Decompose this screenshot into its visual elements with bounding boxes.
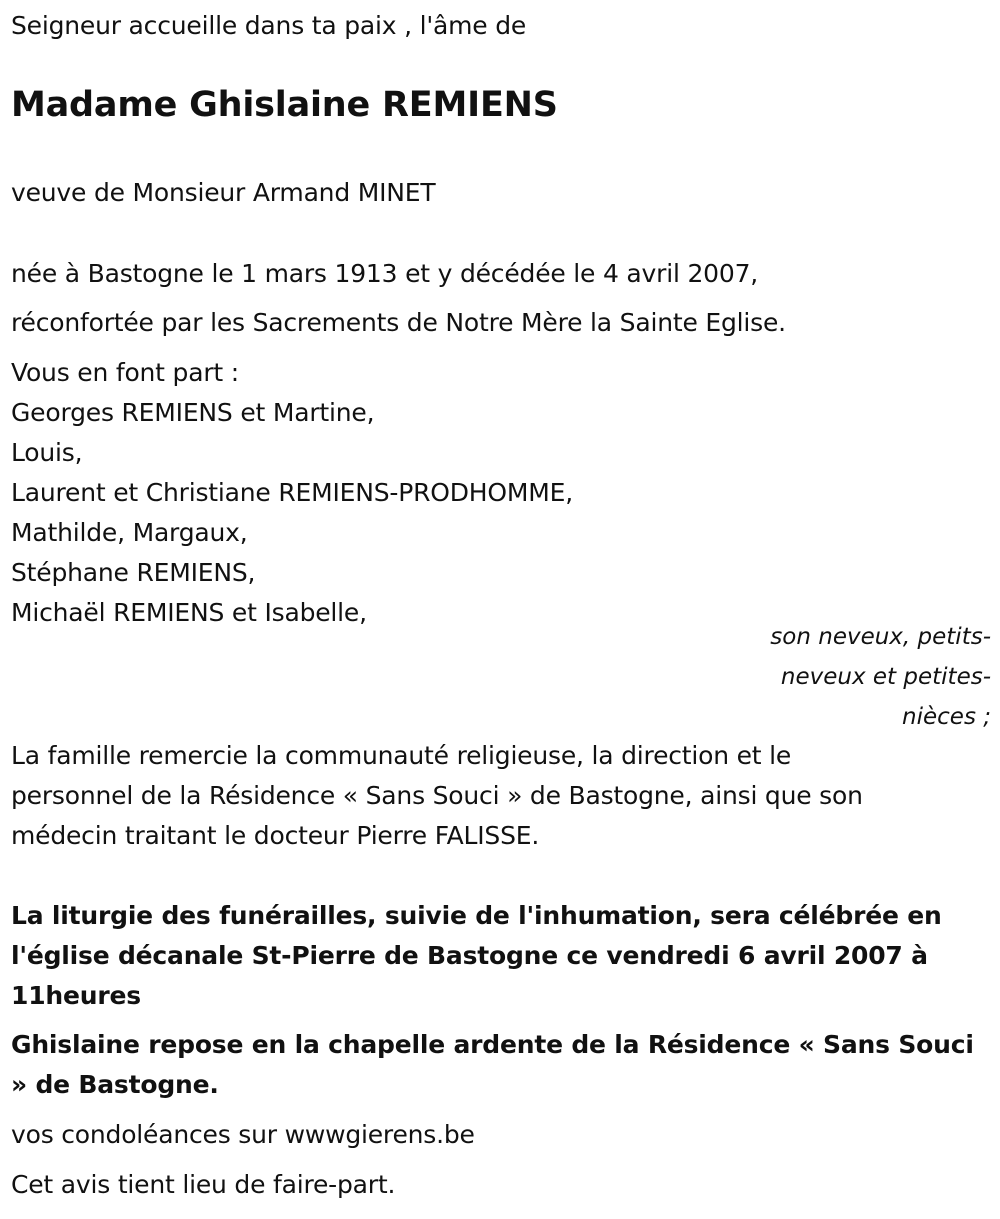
family-member: Mathilde, Margaux, [11,518,248,547]
funeral-paragraph: La liturgie des funérailles, suivie de l'inhumation, sera célébrée en l'église décanale St-Pierre de Bastogne ce vendredi 6 avril 2007 à 11heures [11,901,942,1010]
widow-of-text: veuve de Monsieur Armand MINET [11,178,436,207]
family-member: Louis, [11,438,83,467]
deceased-name: Madame Ghislaine REMIENS [11,85,558,125]
closing-text: Cet avis tient lieu de faire-part. [11,1170,396,1199]
announcers-intro: Vous en font part : [11,358,239,387]
sacraments-text: réconfortée par les Sacrements de Notre Mère la Sainte Eglise. [11,308,786,337]
thanks-paragraph: La famille remercie la communauté religieuse, la direction et le personnel de la Résidence « Sans Souci » de Bastogne, ainsi que son médecin traitant le docteur Pierre FALISSE. [11,741,863,850]
resting-place-paragraph: Ghislaine repose en la chapelle ardente de la Résidence « Sans Souci » de Bastogne. [11,1030,974,1099]
family-list [11,393,573,633]
condolences-text: vos condoléances sur wwwgierens.be [11,1120,475,1149]
family-member: Michaël REMIENS et Isabelle, [11,598,367,627]
family-member: Stéphane REMIENS, [11,558,256,587]
family-member: Georges REMIENS et Martine, [11,398,375,427]
family-member: Laurent et Christiane REMIENS-PRODHOMME, [11,478,573,507]
birth-death-text: née à Bastogne le 1 mars 1913 et y décédée le 4 avril 2007, [11,259,759,288]
relationship-signoff: son neveux, petits-neveux et petites-nièces ; [770,624,991,730]
invocation-text: Seigneur accueille dans ta paix , l'âme de [11,11,527,40]
